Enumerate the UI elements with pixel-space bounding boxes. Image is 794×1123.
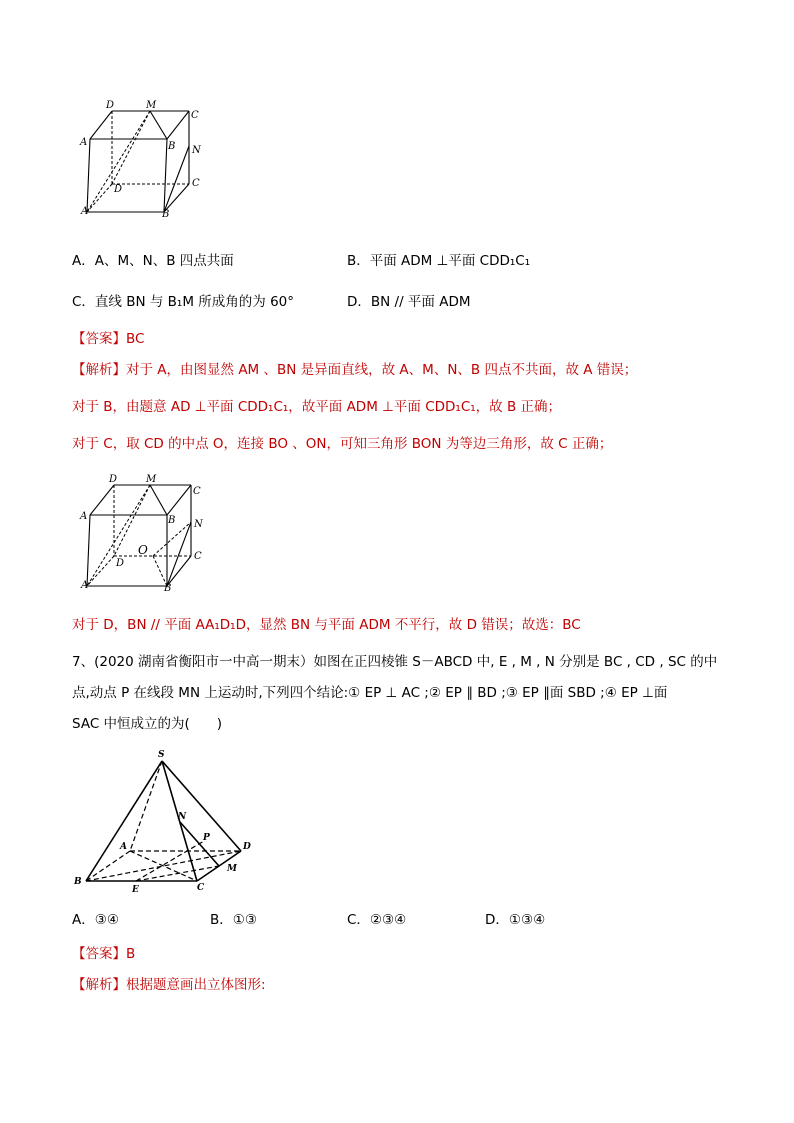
answer-tag: 【答案】 (72, 331, 126, 347)
q6-analysis-2: 对于 B，由题意 AD ⊥平面 CDD₁C₁，故平面 ADM ⊥平面 CDD₁C₁，故 B 正确； (72, 399, 562, 415)
label-b: B (164, 583, 172, 594)
pyramid-figure (72, 745, 262, 895)
label-a: A (81, 206, 89, 217)
q7-stem-1: 7、(2020 湖南省衡阳市一中高一期末）如图在正四棱锥 S－ABCD 中, E , M , N 分别是 BC , CD , SC 的中 (72, 654, 718, 670)
answer-value: BC (126, 331, 145, 347)
q7-option-d: D．①③④ (485, 912, 546, 928)
label-c: C (192, 178, 200, 189)
cube-figure-2 (76, 470, 216, 595)
q7-stem-3: SAC 中恒成立的为( ) (72, 716, 223, 732)
label-n: N (194, 519, 203, 530)
analysis-tag: 【解析】 (72, 977, 126, 993)
q6-option-d: D．BN // 平面 ADM (347, 294, 471, 310)
label-c: C (194, 551, 202, 562)
label-c: C (197, 883, 205, 893)
q7-option-b: B．①③ (210, 912, 257, 928)
label-a: A (120, 842, 127, 852)
q6-analysis-1 (72, 360, 637, 380)
label-e: E (132, 885, 139, 895)
label-c1: C (193, 486, 201, 497)
label-d1: D (106, 100, 115, 111)
label-m: M (227, 864, 237, 874)
label-b1: B (168, 141, 176, 152)
q6-option-a: A．A、M、N、B 四点共面 (72, 253, 234, 269)
q6-option-c: C．直线 BN 与 B₁M 所成角的为 60° (72, 294, 294, 310)
q7-analysis-1 (72, 975, 266, 995)
analysis-text: 对于 A，由图显然 AM 、BN 是异面直线，故 A、M、N、B 四点不共面，故 A 错误； (126, 362, 638, 378)
label-m: M (146, 100, 157, 111)
label-b: B (74, 877, 82, 887)
analysis-tag: 【解析】 (72, 362, 126, 378)
answer-value: B (126, 946, 136, 962)
label-d1: D (109, 474, 118, 485)
label-a1: A (80, 511, 88, 522)
q6-analysis-3: 对于 C，取 CD 的中点 O，连接 BO 、ON，可知三角形 BON 为等边三角形，故 C 正确； (72, 436, 613, 452)
q6-answer (72, 329, 144, 349)
label-a1: A (80, 137, 88, 148)
q7-answer (72, 944, 135, 964)
label-m: M (146, 474, 157, 485)
q6-analysis-4: 对于 D，BN // 平面 AA₁D₁D，显然 BN 与平面 ADM 不平行，故 D 错误；故选：BC (72, 617, 581, 633)
label-b: B (162, 209, 170, 220)
label-a: A (81, 580, 89, 591)
q7-option-c: C．②③④ (347, 912, 407, 928)
label-d: D (243, 842, 251, 852)
label-c1: C (191, 110, 199, 121)
q7-option-a: A．③④ (72, 912, 119, 928)
label-p: P (203, 833, 210, 843)
label-s: S (158, 750, 165, 760)
label-o: O (138, 543, 148, 557)
label-b1: B (168, 515, 176, 526)
analysis-text: 根据题意画出立体图形: (126, 977, 266, 993)
label-d: D (116, 558, 125, 569)
label-d: D (114, 184, 123, 195)
cube-figure-1 (76, 96, 216, 221)
q7-stem-2: 点,动点 P 在线段 MN 上运动时,下列四个结论:① EP ⊥ AC ;② EP ∥ BD ;③ EP ∥面 SBD ;④ EP ⊥面 (72, 685, 668, 701)
label-n: N (178, 812, 187, 822)
q6-option-b: B．平面 ADM ⊥平面 CDD₁C₁ (347, 253, 531, 269)
label-n: N (192, 145, 201, 156)
answer-tag: 【答案】 (72, 946, 126, 962)
